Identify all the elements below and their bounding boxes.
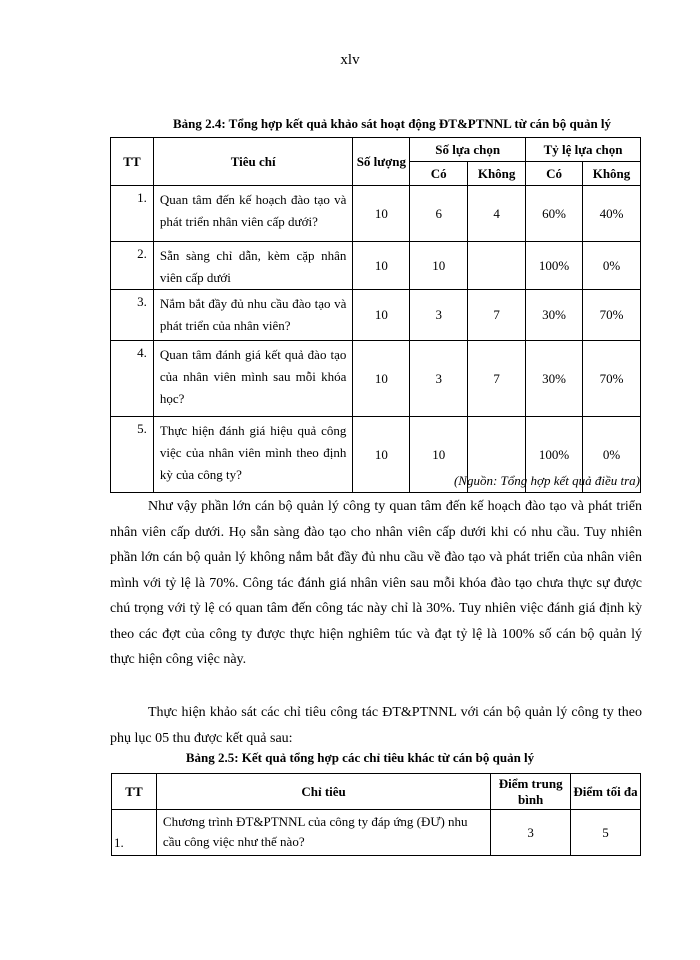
table-row [111,290,641,341]
header-tt: TT [111,138,154,186]
row-criteria: Chương trình ĐT&PTNNL của công ty đáp ứng (ĐƯ) nhu cầu công việc như thế nào? [156,810,490,856]
row-yes-pct: 30% [526,290,583,341]
table1-caption: Bảng 2.4: Tổng hợp kết quả khảo sát hoạt động ĐT&PTNNL từ cán bộ quản lý [172,116,612,131]
header-max-score: Điểm tối đa [571,774,641,810]
row-quantity: 10 [353,242,410,290]
row-quantity: 10 [353,417,410,493]
row-tt: 5. [111,417,154,493]
row-tt: 1. [111,186,154,242]
table-row [111,242,641,290]
row-no: 7 [468,290,526,341]
header-choices: Số lựa chọn [410,138,526,162]
row-yes-pct: 100% [526,417,583,493]
body-paragraph-1: Như vậy phần lớn cán bộ quản lý công ty quan tâm đến kế hoạch đào tạo và phát triển nhân viên cấp dưới. Họ sẵn sàng đào tạo cho nhân viên cấp dưới khi có nhu cầu. Tuy nhiên phần lớn cán bộ quản lý không nắm bắt đầy đủ nhu cầu về đào tạo và phát triển của nhân viên mình với tỷ lệ là 70%. Công tác đánh giá nhân viên sau mỗi khóa đào tạo chưa thực sự được chú trọng với tỷ lệ có quan tâm đến công tác này chỉ là 30%. Tuy nhiên việc đánh giá định kỳ theo các đợt của công ty được thực hiện nghiêm túc và đạt tỷ lệ là 100% số cán bộ quản lý thực hiện công việc này. [110,499,642,667]
row-yes: 6 [410,186,468,242]
row-criteria: Thực hiện đánh giá hiệu quả công việc của nhân viên mình theo định kỳ của công ty? [153,417,352,493]
row-quantity: 10 [353,186,410,242]
table2-caption: Bảng 2.5: Kết quả tổng hợp các chỉ tiêu khác từ cán bộ quản lý [185,750,535,765]
header-no: Không [468,162,526,186]
row-yes-pct: 60% [526,186,583,242]
row-criteria: Quan tâm đến kế hoạch đào tạo và phát triển nhân viên cấp dưới? [153,186,352,242]
row-tt: 2. [111,242,154,290]
row-no-pct: 0% [583,242,641,290]
row-max-score: 5 [571,810,641,856]
survey-table-2-4 [110,137,641,493]
table-row [111,341,641,417]
row-yes: 10 [410,242,468,290]
row-quantity: 10 [353,290,410,341]
row-no-pct: 0% [583,417,641,493]
row-criteria: Sẵn sàng chỉ dẫn, kèm cặp nhân viên cấp dưới [153,242,352,290]
row-yes: 3 [410,290,468,341]
header-yes-pct: Có [526,162,583,186]
row-no-pct: 70% [583,341,641,417]
table-row [112,810,641,856]
row-yes-pct: 30% [526,341,583,417]
header-yes: Có [410,162,468,186]
row-avg-score: 3 [491,810,571,856]
row-yes: 10 [410,417,468,493]
row-criteria: Quan tâm đánh giá kết quả đào tạo của nhân viên mình sau mỗi khóa học? [153,341,352,417]
header-ratio: Tỷ lệ lựa chọn [526,138,641,162]
row-no-pct: 40% [583,186,641,242]
row-tt: 1. [112,810,157,856]
header-no-pct: Không [583,162,641,186]
header-criteria: Chỉ tiêu [156,774,490,810]
header-quantity: Số lượng [353,138,410,186]
row-no: 7 [468,341,526,417]
header-criteria: Tiêu chí [153,138,352,186]
row-yes: 3 [410,341,468,417]
header-tt: TT [112,774,157,810]
page-number: xlv [340,52,360,68]
row-no-pct: 70% [583,290,641,341]
row-tt: 3. [111,290,154,341]
row-no: 4 [468,186,526,242]
header-avg-score: Điểm trung bình [491,774,571,810]
indicator-table-2-5 [111,773,641,856]
table1-source: (Nguồn: Tổng hợp kết quả điều tra) [453,473,640,488]
row-no [468,242,526,290]
row-tt: 4. [111,341,154,417]
row-yes-pct: 100% [526,242,583,290]
body-paragraph-2: Thực hiện khảo sát các chỉ tiêu công tác ĐT&PTNNL với cán bộ quản lý công ty theo phụ lục 05 thu được kết quả sau: [110,705,642,746]
table-row [111,186,641,242]
row-quantity: 10 [353,341,410,417]
row-criteria: Nắm bắt đầy đủ nhu cầu đào tạo và phát triển của nhân viên? [153,290,352,341]
